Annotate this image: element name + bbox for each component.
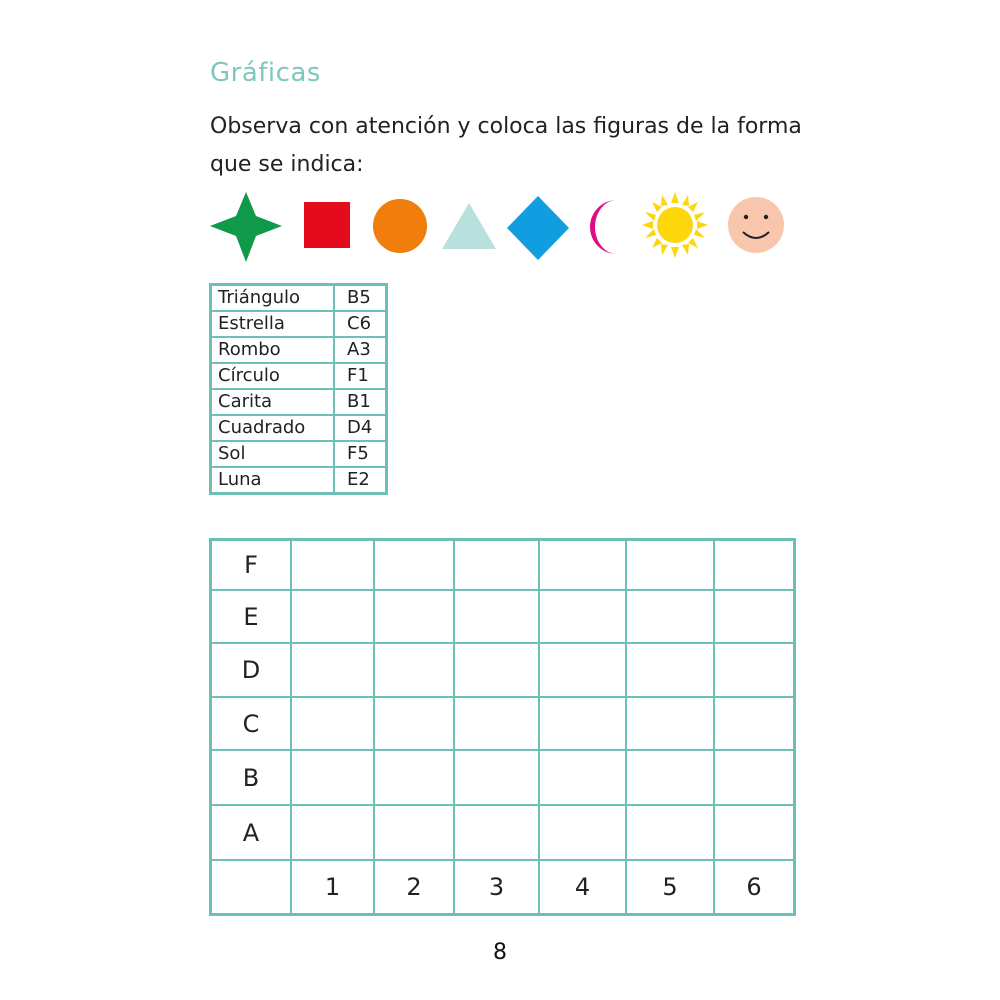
grid-cell[interactable] <box>714 540 795 591</box>
legend-row <box>211 363 387 389</box>
legend-shape-name: Luna <box>211 467 335 494</box>
legend-row <box>211 311 387 337</box>
legend-coordinate: D4 <box>334 415 387 441</box>
grid-cell[interactable] <box>291 643 374 697</box>
legend-row <box>211 285 387 312</box>
grid-cell[interactable] <box>374 590 454 643</box>
smiley-icon <box>728 197 784 253</box>
legend-coordinate: B1 <box>334 389 387 415</box>
legend-row <box>211 415 387 441</box>
grid-column-label: 6 <box>714 860 795 915</box>
circle-icon <box>373 199 427 253</box>
grid-column-label: 1 <box>291 860 374 915</box>
grid-cell[interactable] <box>291 697 374 750</box>
instructions-text: Observa con atención y coloca las figuras de la forma que se indica: <box>210 114 802 177</box>
page-title: Gráficas <box>210 58 321 88</box>
legend-row <box>211 441 387 467</box>
grid-cell[interactable] <box>454 643 539 697</box>
grid-cell[interactable] <box>626 540 714 591</box>
grid-row <box>211 750 795 805</box>
grid-cell[interactable] <box>454 540 539 591</box>
coordinate-grid <box>209 538 796 916</box>
grid-cell[interactable] <box>374 805 454 860</box>
grid-cell[interactable] <box>626 697 714 750</box>
grid-cell[interactable] <box>454 697 539 750</box>
grid-cell[interactable] <box>374 750 454 805</box>
grid-cell[interactable] <box>539 643 626 697</box>
legend-row <box>211 467 387 494</box>
grid-row <box>211 805 795 860</box>
grid-cell[interactable] <box>626 805 714 860</box>
grid-column-label: 2 <box>374 860 454 915</box>
grid-cell[interactable] <box>374 540 454 591</box>
grid-column-label: 3 <box>454 860 539 915</box>
grid-row-label: C <box>211 697 292 750</box>
grid-cell[interactable] <box>714 750 795 805</box>
grid-cell[interactable] <box>291 540 374 591</box>
grid-cell[interactable] <box>291 750 374 805</box>
legend-coordinate: A3 <box>334 337 387 363</box>
grid-row <box>211 697 795 750</box>
page-number: 8 <box>493 940 507 965</box>
legend-shape-name: Cuadrado <box>211 415 335 441</box>
grid-row-label: A <box>211 805 292 860</box>
grid-corner-cell <box>211 860 292 915</box>
grid-cell[interactable] <box>454 590 539 643</box>
grid-cell[interactable] <box>291 590 374 643</box>
grid-cell[interactable] <box>454 805 539 860</box>
grid-cell[interactable] <box>454 750 539 805</box>
grid-row-label: B <box>211 750 292 805</box>
legend-coordinate: E2 <box>334 467 387 494</box>
legend-row <box>211 389 387 415</box>
grid-cell[interactable] <box>539 697 626 750</box>
legend-shape-name: Triángulo <box>211 285 335 312</box>
grid-row-label: D <box>211 643 292 697</box>
legend-coordinate: F1 <box>334 363 387 389</box>
triangle-icon <box>442 203 496 249</box>
grid-column-labels-row <box>211 860 795 915</box>
legend-shape-name: Estrella <box>211 311 335 337</box>
grid-cell[interactable] <box>626 590 714 643</box>
star-icon <box>210 192 282 262</box>
legend-shape-name: Círculo <box>211 363 335 389</box>
legend-shape-name: Rombo <box>211 337 335 363</box>
grid-cell[interactable] <box>626 750 714 805</box>
grid-cell[interactable] <box>714 643 795 697</box>
grid-cell[interactable] <box>626 643 714 697</box>
grid-cell[interactable] <box>714 590 795 643</box>
grid-cell[interactable] <box>291 805 374 860</box>
grid-cell[interactable] <box>714 805 795 860</box>
grid-column-label: 4 <box>539 860 626 915</box>
grid-row <box>211 643 795 697</box>
sun-icon <box>642 192 708 258</box>
legend-table <box>209 283 388 495</box>
grid-cell[interactable] <box>539 540 626 591</box>
grid-row <box>211 540 795 591</box>
grid-cell[interactable] <box>714 697 795 750</box>
grid-cell[interactable] <box>374 697 454 750</box>
legend-coordinate: F5 <box>334 441 387 467</box>
diamond-icon <box>507 196 569 260</box>
legend-coordinate: B5 <box>334 285 387 312</box>
square-icon <box>304 202 350 248</box>
grid-row-label: E <box>211 590 292 643</box>
grid-column-label: 5 <box>626 860 714 915</box>
grid-cell[interactable] <box>539 805 626 860</box>
grid-row <box>211 590 795 643</box>
legend-shape-name: Sol <box>211 441 335 467</box>
grid-cell[interactable] <box>374 643 454 697</box>
legend-row <box>211 337 387 363</box>
legend-coordinate: C6 <box>334 311 387 337</box>
legend-shape-name: Carita <box>211 389 335 415</box>
grid-row-label: F <box>211 540 292 591</box>
moon-icon <box>590 200 617 254</box>
grid-cell[interactable] <box>539 750 626 805</box>
grid-cell[interactable] <box>539 590 626 643</box>
